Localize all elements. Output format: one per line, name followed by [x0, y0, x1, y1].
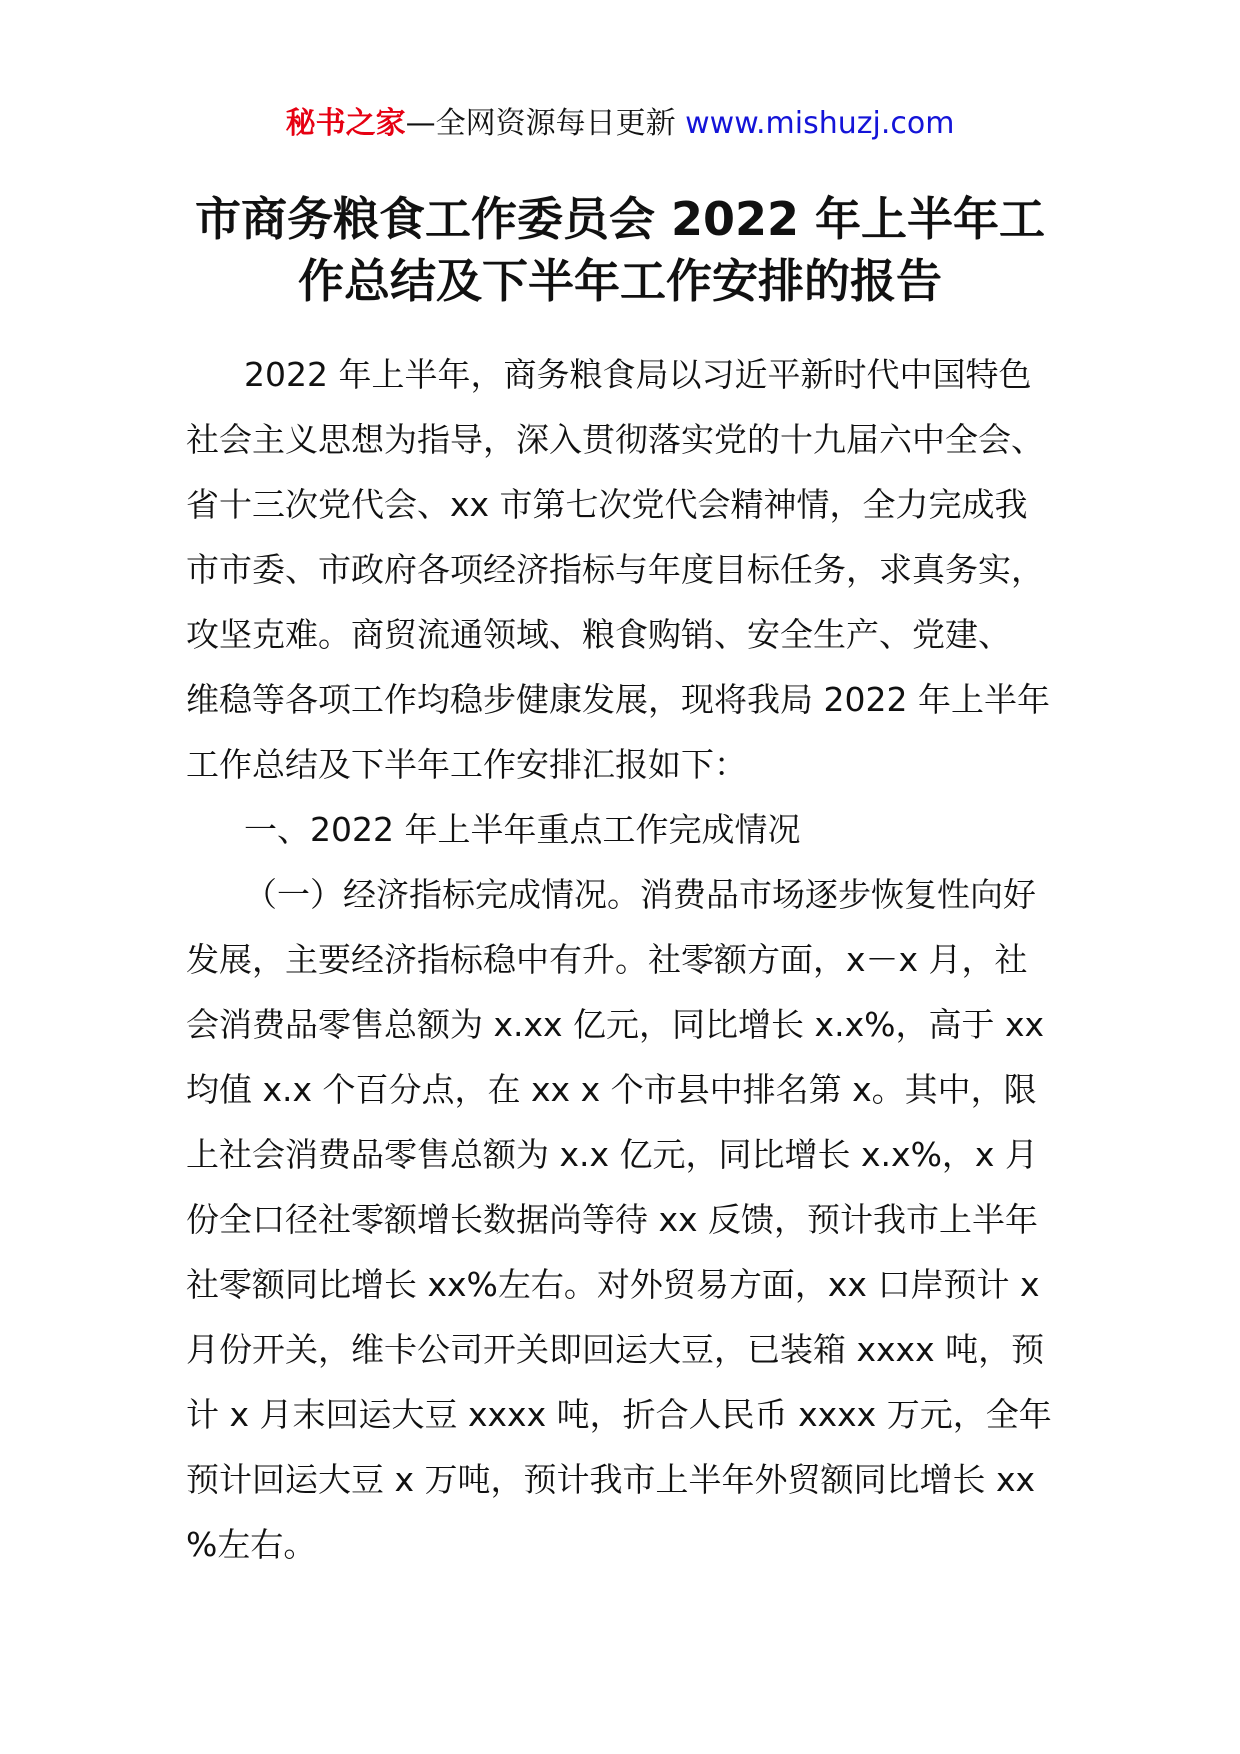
body-line: 计 x 月末回运大豆 xxxx 吨，折合人民币 xxxx 万元，全年 — [186, 1395, 1052, 1434]
body-line: 2022 年上半年，商务粮食局以习近平新时代中国特色 — [244, 355, 1032, 394]
body-line: （一）经济指标完成情况。消费品市场逐步恢复性向好 — [244, 875, 1036, 914]
body-line: 省十三次党代会、xx 市第七次党代会精神情，全力完成我 — [186, 485, 1028, 524]
body-line: 维稳等各项工作均稳步健康发展，现将我局 2022 年上半年 — [186, 680, 1050, 719]
brand-name: 秘书之家 — [285, 106, 406, 141]
header-tagline: —全网资源每日更新 — [405, 106, 676, 141]
body-line: 工作总结及下半年工作安排汇报如下： — [186, 745, 747, 784]
site-url-link[interactable]: www.mishuzj.com — [685, 106, 955, 141]
document-title — [190, 188, 1050, 312]
body-line: 月份开关，维卡公司开关即回运大豆，已装箱 xxxx 吨，预 — [186, 1330, 1045, 1369]
body-line: 发展，主要经济指标稳中有升。社零额方面，x－x 月，社 — [186, 940, 1028, 979]
body-line: 预计回运大豆 x 万吨，预计我市上半年外贸额同比增长 xx — [186, 1460, 1036, 1499]
body-line: 社零额同比增长 xx%左右。对外贸易方面，xx 口岸预计 x — [186, 1265, 1040, 1304]
body-line: 会消费品零售总额为 x.xx 亿元，同比增长 x.x%，高于 xx — [186, 1005, 1044, 1044]
body-line: 份全口径社零额增长数据尚等待 xx 反馈，预计我市上半年 — [186, 1200, 1039, 1239]
document-body — [186, 342, 1056, 1577]
body-line: 攻坚克难。商贸流通领域、粮食购销、安全生产、党建、 — [186, 615, 1011, 654]
body-line: 均值 x.x 个百分点，在 xx x 个市县中排名第 x。其中，限 — [186, 1070, 1037, 1109]
body-line: 上社会消费品零售总额为 x.x 亿元，同比增长 x.x%，x 月 — [186, 1135, 1038, 1174]
site-header — [0, 102, 1240, 146]
title-line: 作总结及下半年工作安排的报告 — [298, 254, 942, 308]
section-heading: 一、2022 年上半年重点工作完成情况 — [244, 810, 801, 849]
body-line: 市市委、市政府各项经济指标与年度目标任务，求真务实， — [186, 550, 1044, 589]
body-line: %左右。 — [186, 1525, 317, 1564]
body-line: 社会主义思想为指导，深入贯彻落实党的十九届六中全会、 — [186, 420, 1044, 459]
title-line: 市商务粮食工作委员会 2022 年上半年工 — [194, 192, 1046, 246]
